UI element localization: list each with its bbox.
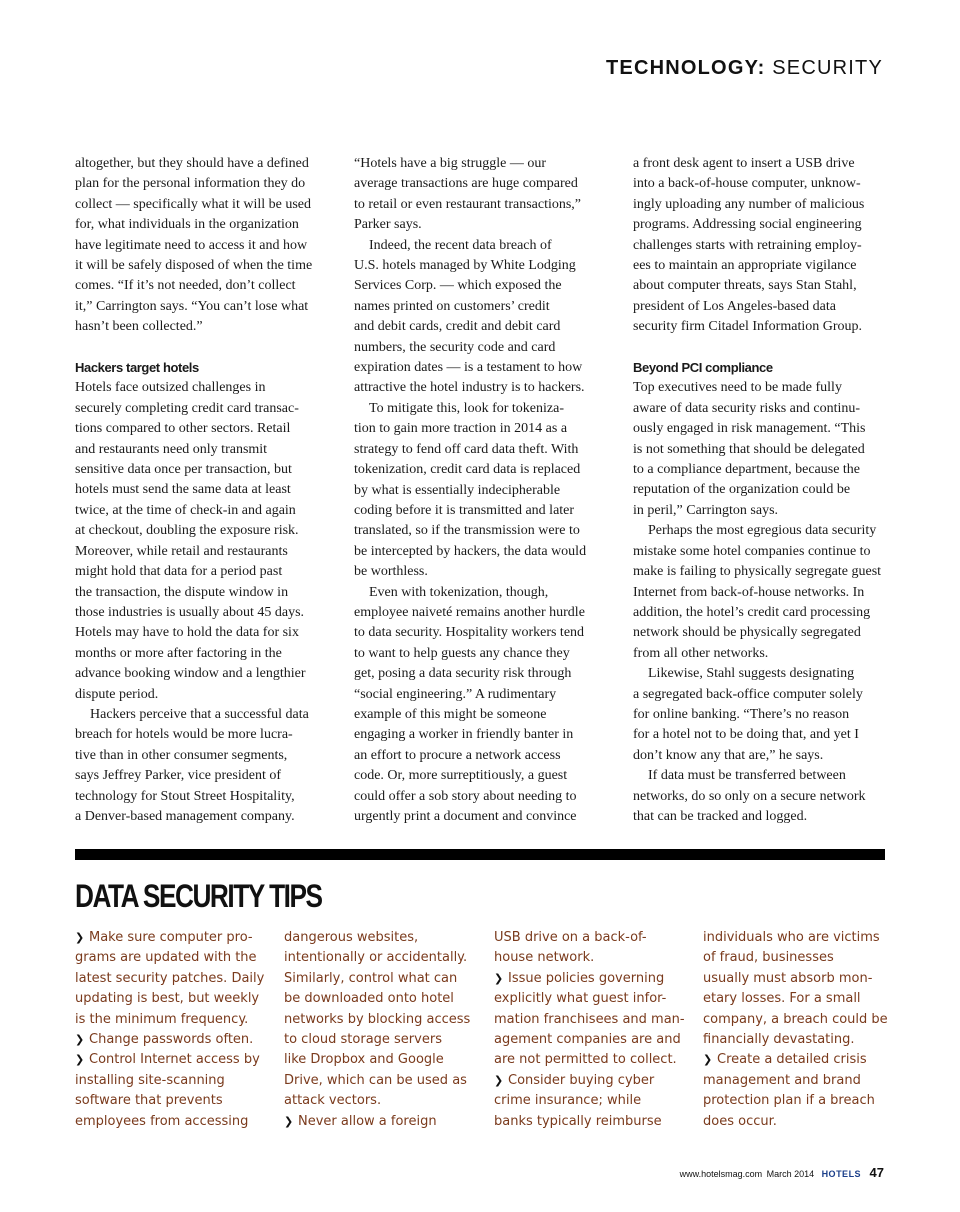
paragraph: Even with tokenization, though, employee naiveté remains another hurdle to data security. Hospitality workers tend to want to help guests any chance they get, posing a data security risk through “social engineering.” A rudimentary example of this might be someone engaging a worker in friendly banter in an effort to procure a network access code. Or, more surreptitiously, a guest could offer a sob story about needing to urgently print a document and convince — [354, 584, 585, 824]
paragraph: If data must be transferred between networks, do so only on a secure network that can be tracked and logged. — [633, 768, 866, 824]
chevron-right-icon: ❯ — [75, 1053, 85, 1067]
tip-continuation: dangerous websites, intentionally or accidentally. Similarly, control what can be downloaded onto hotel networks by blocking access to cloud storage servers like Dropbox and Google Drive, which can be used as attack vectors. — [284, 930, 471, 1109]
chevron-right-icon: ❯ — [284, 1114, 294, 1128]
chevron-right-icon: ❯ — [75, 1033, 85, 1047]
paragraph: Top executives need to be made fully aware of data security risks and continu- ously engaged in risk management. “This is not something that should be delegated to a compliance department, because the reputation of the organization could be in peril,” Carrington says. — [633, 380, 866, 518]
tips-column-2 — [284, 928, 484, 1132]
paragraph: Hackers perceive that a successful data breach for hotels would be more lucra- tive than in other consumer segments, says Jeffrey Parker, vice president of technology for Stout Street Hospitality, a Denver-based management company. — [75, 706, 309, 824]
paragraph: Indeed, the recent data breach of U.S. hotels managed by White Lodging Services Corp. — which exposed the names printed on customers’ credit and debit cards, credit and debit card numbers, the security code and card expiration dates — is a testament to how attractive the hotel industry is to hackers. — [354, 237, 585, 396]
tip-item — [284, 1112, 484, 1132]
chevron-right-icon: ❯ — [703, 1053, 713, 1067]
paragraph: “Hotels have a big struggle — our average transactions are huge compared to retail or even restaurant transactions,” Parker says. — [354, 156, 582, 233]
tip-text: Change passwords often. — [89, 1032, 254, 1048]
paragraph: Hotels face outsized challenges in securely completing credit card transac- tions compared to other sectors. Retail and restaurants need only transmit sensitive data once per transaction, but hotels must send the same data at least twice, at the time of check-in and again at checkout, doubling the exposure risk. Moreover, while retail and restaurants might hold that data for a period past the transaction, the dispute window in those industries is usually about 45 days. Hotels may have to hold the data for six months or more after factoring in the advance booking window and a lengthier dispute period. — [75, 380, 306, 702]
tips-column-1 — [75, 928, 275, 1132]
tip-continuation: USB drive on a back-of- house network. — [494, 930, 647, 966]
tips-column-3 — [494, 928, 694, 1132]
paragraph: To mitigate this, look for tokeniza- tion to gain more traction in 2014 as a strategy to fend off card data theft. With tokenization, credit card data is replaced by what is essentially indecipherable coding before it is transmitted and later translated, so if the transmission were to be intercepted by hackers, the data would be worthless. — [354, 400, 587, 580]
section-divider — [75, 849, 885, 860]
tip-item — [494, 1071, 694, 1132]
subheading-hackers-target-hotels: Hackers target hotels — [75, 360, 199, 376]
tip-text: Never allow a foreign — [298, 1113, 437, 1129]
paragraph: a front desk agent to insert a USB drive into a back-of-house computer, unknow- ingly uploading any number of malicious programs. Addressing social engineering challenges starts with retraining employ- ees to maintain an appropriate vigilance about computer threats, says Stan Stahl, president of Los Angeles-based data security firm Citadel Information Group. — [633, 156, 865, 335]
footer-brand: HOTELS — [821, 1169, 862, 1179]
tip-text: Make sure computer pro- grams are updated with the latest security patches. Daily updating is best, but weekly is the minimum frequency. — [75, 930, 265, 1027]
tip-text: Issue policies governing explicitly what guest infor- mation franchisees and man- agement companies are and are not permitted to collect. — [494, 970, 685, 1068]
chevron-right-icon: ❯ — [494, 1073, 504, 1087]
article-column-2 — [354, 154, 606, 827]
tip-text: Control Internet access by installing site-scanning software that prevents employees from accessing — [75, 1052, 260, 1129]
tip-text: Create a detailed crisis management and brand protection plan if a breach does occur. — [703, 1052, 875, 1129]
tip-item — [75, 1050, 275, 1132]
subheading-beyond-pci-compliance: Beyond PCI compliance — [633, 360, 773, 376]
tip-item — [75, 928, 275, 1030]
paragraph: altogether, but they should have a defined plan for the personal information they do collect — specifically what it will be used for, what individuals in the organization have legitimate need to access it and how it will be safely disposed of when the time comes. “If it’s not needed, don’t collect it,” Carrington says. “You can’t lose what hasn’t been collected.” — [75, 156, 313, 335]
chevron-right-icon: ❯ — [494, 971, 504, 985]
tip-item — [75, 1030, 275, 1050]
tip-continuation: individuals who are victims of fraud, businesses usually must absorb mon- etary losses. For a small company, a breach could be financially devastating. — [703, 930, 888, 1048]
page-footer — [680, 1164, 884, 1182]
paragraph: Likewise, Stahl suggests designating a segregated back-office computer solely for online banking. “There’s no reason for a hotel not to be doing that, and yet I don’t know any that are,” he says. — [633, 666, 863, 763]
article-column-1 — [75, 154, 327, 827]
tip-text: Consider buying cyber crime insurance; while banks typically reimburse — [494, 1072, 662, 1129]
tip-item — [703, 1050, 903, 1132]
footer-date: March 2014 — [766, 1169, 815, 1179]
footer-url: www.hotelsmag.com — [679, 1169, 763, 1179]
tip-item — [494, 969, 694, 1071]
page-number: 47 — [869, 1165, 884, 1180]
section-label: TECHNOLOGY: — [606, 57, 766, 79]
paragraph: Perhaps the most egregious data security mistake some hotel companies continue to make is failing to physically segregate guest Internet from back-of-house networks. In addition, the hotel’s credit card processing network should be physically segregated from all other networks. — [633, 523, 882, 661]
section-header — [606, 57, 883, 80]
subsection-label: SECURITY — [772, 57, 883, 79]
tips-title: DATA SECURITY TIPS — [75, 878, 322, 914]
tips-column-4 — [703, 928, 903, 1132]
chevron-right-icon: ❯ — [75, 931, 85, 944]
article-column-3 — [633, 154, 885, 827]
